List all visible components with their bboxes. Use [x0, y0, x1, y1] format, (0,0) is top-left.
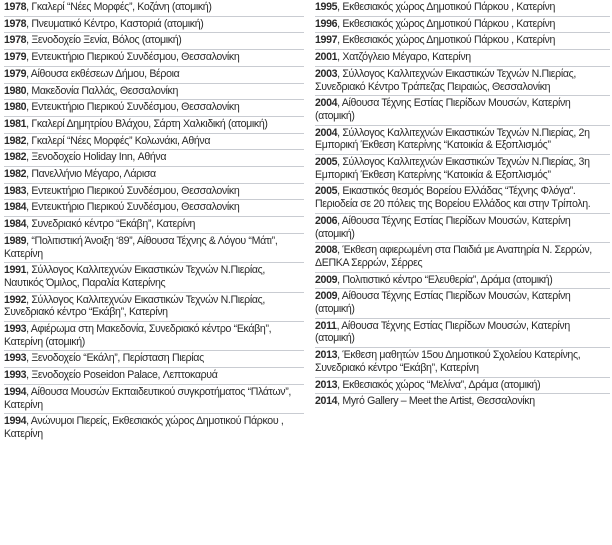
exhibition-year: 1978: [4, 17, 27, 30]
exhibition-entry: [315, 348, 610, 377]
exhibition-entry: [315, 394, 610, 410]
exhibition-venue: Αίθουσα Τέχνης Εστίας Πιερίδων Μουσών, Κατερίνη (ατομική): [315, 214, 571, 240]
separator: ,: [337, 17, 343, 30]
separator: ,: [26, 168, 32, 181]
exhibition-venue: Αίθουσα Τέχνης Εστίας Πιερίδων Μουσών, Κατερίνη (ατομική): [315, 319, 570, 345]
exhibition-year: 2004: [315, 126, 338, 139]
separator: ,: [337, 67, 343, 80]
exhibition-venue: Σύλλογος Καλλιτεχνών Εικαστικών Τεχνών Ν.Πιερίας, Συνεδριακό κέντρο “Εκάβη”, Κατερίνη: [4, 293, 265, 319]
exhibition-venue: Γκαλερί “Νέες Μορφές” Κολωνάκι, Αθήνα: [31, 134, 211, 147]
exhibition-year: 1995: [315, 1, 338, 13]
exhibition-entry: [4, 217, 304, 234]
exhibition-venue: Σύλλογος Καλλιτεχνών Εικαστικών Τεχνών Ν.Πιερίας, 2η Εμπορική Έκθεση Κατερίνης “Κατοικία & Εξοπλισμός”: [315, 126, 590, 152]
exhibition-entry: [4, 322, 304, 351]
exhibition-venue: Σύλλογος Καλλιτεχνών Εικαστικών Τεχνών Ν.Πιερίας, Ναυτικός Όμιλος, Παραλία Κατερίνης: [4, 264, 265, 289]
exhibition-entry: [4, 385, 304, 414]
exhibition-entry: [4, 234, 304, 263]
exhibitions-list-right: [315, 0, 610, 410]
exhibition-year: 1996: [315, 17, 338, 30]
separator: ,: [26, 218, 32, 231]
exhibition-year: 1984: [4, 218, 27, 231]
separator: ,: [26, 1, 32, 13]
separator: ,: [26, 51, 32, 64]
separator: ,: [26, 67, 31, 80]
exhibition-venue: Χατζόγλειο Μέγαρο, Κατερίνη: [342, 51, 471, 64]
exhibition-entry: [315, 17, 610, 34]
separator: ,: [337, 378, 343, 391]
exhibition-venue: Ανώνυμοι Πιερείς, Εκθεσιακός χώρος Δημοτικού Πάρκου , Κατερίνη: [4, 415, 284, 440]
exhibition-entry: [4, 414, 304, 442]
exhibition-venue: Μακεδονία Παλλάς, Θεσσαλονίκη: [31, 84, 179, 97]
exhibition-venue: Αίθουσα Μουσών Εκπαιδευτικού συγκροτήματος “Πλάτων”, Κατερίνη: [4, 385, 291, 411]
separator: ,: [26, 264, 32, 277]
separator: ,: [26, 415, 31, 428]
separator: ,: [26, 134, 32, 147]
exhibition-venue: Έκθεση μαθητών 15ου Δημοτικού Σχολείου Κατερίνης, Συνεδριακό κέντρο “Εκάβη”, Κατερίνη: [315, 349, 581, 374]
separator: ,: [26, 352, 32, 365]
separator: ,: [337, 395, 343, 408]
separator: ,: [26, 323, 31, 336]
exhibition-entry: [4, 134, 304, 151]
exhibition-entry: [4, 17, 304, 34]
exhibition-venue: Σύλλογος Καλλιτεχνών Εικαστικών Τεχνών Ν.Πιερίας, 3η Εμπορική Έκθεση Κατερίνης “Κατοικία & Εξοπλισμός”: [315, 156, 590, 181]
exhibition-entry: [4, 293, 304, 322]
separator: ,: [26, 369, 32, 382]
exhibition-year: 2011: [315, 319, 337, 332]
exhibition-year: 1979: [4, 51, 27, 64]
exhibition-year: 1981: [4, 117, 27, 130]
exhibition-entry: [4, 117, 304, 134]
exhibition-venue: Αίθουσα εκθέσεων Δήμου, Βέροια: [30, 67, 180, 80]
exhibition-entry: [315, 289, 610, 318]
exhibition-venue: Γκαλερί “Νέες Μορφές”, Κοζάνη (ατομική): [31, 1, 212, 13]
exhibition-year: 2005: [315, 185, 338, 198]
exhibition-venue: Ξενοδοχείο Ξενία, Βόλος (ατομική): [31, 34, 182, 47]
exhibition-entry: [315, 33, 610, 50]
exhibition-entry: [4, 167, 304, 184]
exhibition-entry: [315, 273, 610, 290]
exhibition-venue: Πνευματικό Κέντρο, Καστοριά (ατομική): [31, 17, 204, 30]
exhibition-year: 2009: [315, 290, 338, 303]
exhibition-year: 2013: [315, 349, 338, 362]
exhibition-year: 1984: [4, 201, 27, 214]
exhibition-entry: [315, 50, 610, 67]
exhibition-entry: [4, 100, 304, 117]
exhibition-venue: Ξενοδοχείο Poseidon Palace, Λεπτοκαρυά: [31, 369, 218, 382]
exhibition-venue: Εκθεσιακός χώρος “Μελίνα”, Δράμα (ατομική): [342, 378, 541, 391]
exhibition-venue: Εκθεσιακός χώρος Δημοτικού Πάρκου , Κατερίνη: [342, 1, 556, 13]
separator: ,: [337, 244, 343, 257]
exhibition-year: 1979: [4, 67, 27, 80]
exhibition-venue: Εντευκτήριο Πιερικού Συνδέσμου, Θεσσαλονίκη: [31, 51, 240, 64]
separator: ,: [26, 293, 32, 306]
exhibition-year: 2014: [315, 395, 338, 408]
exhibition-year: 1989: [4, 234, 27, 247]
exhibition-year: 1982: [4, 151, 27, 164]
separator: ,: [337, 51, 343, 64]
exhibition-entry: [4, 33, 304, 50]
exhibition-venue: Αίθουσα Τέχνης Εστίας Πιερίδων Μουσών, Κατερίνη (ατομική): [315, 290, 571, 316]
exhibition-venue: Myrό Gallery – Meet the Artist, Θεσσαλονίκη: [342, 395, 535, 408]
exhibition-year: 2013: [315, 378, 338, 391]
separator: ,: [26, 201, 32, 214]
separator: ,: [337, 156, 343, 169]
separator: ,: [26, 117, 32, 130]
exhibition-year: 1994: [4, 385, 27, 398]
exhibition-year: 2006: [315, 214, 338, 227]
exhibition-year: 1982: [4, 134, 27, 147]
separator: ,: [337, 97, 342, 110]
exhibition-year: 2009: [315, 273, 338, 286]
exhibition-entry: [4, 368, 304, 385]
exhibition-year: 1991: [4, 264, 27, 277]
exhibition-entry: [315, 319, 610, 348]
exhibition-entry: [315, 0, 610, 17]
separator: ,: [337, 126, 343, 139]
exhibition-venue: Πολιτιστικό κέντρο “Ελευθερία”, Δράμα (ατομική): [342, 273, 553, 286]
exhibition-year: 2008: [315, 244, 338, 257]
exhibition-entry: [4, 263, 304, 292]
exhibition-entry: [315, 67, 610, 96]
exhibition-year: 1993: [4, 323, 27, 336]
separator: ,: [337, 273, 343, 286]
separator: ,: [26, 34, 32, 47]
exhibition-venue: Εντευκτήριο Πιερικού Συνδέσμου, Θεσσαλονίκη: [31, 201, 240, 214]
separator: ,: [26, 234, 32, 247]
exhibition-venue: Εκθεσιακός χώρος Δημοτικού Πάρκου , Κατερίνη: [342, 17, 556, 30]
exhibition-venue: Αίθουσα Τέχνης Εστίας Πιερίδων Μουσών, Κατερίνη (ατομική): [315, 97, 571, 122]
exhibition-year: 2005: [315, 156, 338, 169]
exhibition-entry: [4, 50, 304, 67]
exhibition-venue: Ξενοδοχείο Holiday Inn, Αθήνα: [31, 151, 167, 164]
exhibition-year: 1980: [4, 101, 27, 114]
exhibition-venue: Εικαστικός θεσμός Βορείου Ελλάδας “Τέχνης Φλόγα”. Περιοδεία σε 20 πόλεις της Βορείου Ελλάδος και στην Τρίπολη.: [315, 185, 591, 211]
exhibition-entry: [4, 351, 304, 368]
exhibition-venue: Ξενοδοχείο “Εκάλη”, Περίσταση Πιερίας: [31, 352, 204, 365]
exhibition-entry: [4, 150, 304, 167]
exhibition-entry: [315, 214, 610, 243]
exhibition-entry: [4, 84, 304, 101]
exhibition-venue: “Πολιτιστική Άνοιξη ‘89”, Αίθουσα Τέχνης & Λόγου “Μάτι”, Κατερίνη: [4, 234, 278, 260]
separator: ,: [26, 101, 32, 114]
exhibition-entry: [4, 67, 304, 84]
exhibition-venue: Πανελλήνιο Μέγαρο, Λάρισα: [31, 168, 156, 181]
exhibition-venue: Συνεδριακό κέντρο “Εκάβη”, Κατερίνη: [31, 218, 196, 231]
exhibition-year: 1982: [4, 168, 27, 181]
exhibition-year: 1994: [4, 415, 27, 428]
separator: ,: [337, 214, 342, 227]
separator: ,: [337, 185, 343, 198]
separator: ,: [26, 184, 32, 197]
exhibition-entry: [315, 184, 610, 213]
separator: ,: [337, 1, 343, 13]
exhibition-entry: [4, 200, 304, 217]
exhibition-entry: [315, 96, 610, 125]
separator: ,: [26, 385, 31, 398]
separator: ,: [26, 151, 32, 164]
separator: ,: [26, 17, 32, 30]
exhibition-venue: Γκαλερί Δημητρίου Βλάχου, Σάρτη Χαλκιδική (ατομική): [31, 117, 268, 130]
separator: ,: [337, 349, 343, 362]
exhibition-venue: Αφιέρωμα στη Μακεδονία, Συνεδριακό κέντρο “Εκάβη”, Κατερίνη (ατομική): [4, 323, 272, 348]
exhibition-entry: [4, 0, 304, 17]
exhibition-venue: Σύλλογος Καλλιτεχνών Εικαστικών Τεχνών Ν.Πιερίας, Συνεδριακό Κέντρο Τράπεζας Πειραιώς, Θεσσαλονίκη: [315, 67, 576, 93]
exhibition-entry: [315, 155, 610, 184]
exhibition-year: 1983: [4, 184, 27, 197]
separator: ,: [337, 290, 342, 303]
exhibition-year: 2001: [315, 51, 338, 64]
exhibition-venue: Εκθεσιακός χώρος Δημοτικού Πάρκου , Κατερίνη: [342, 34, 556, 47]
exhibition-year: 1978: [4, 34, 27, 47]
exhibition-year: 1978: [4, 1, 27, 13]
exhibition-year: 1993: [4, 369, 27, 382]
exhibition-entry: [4, 184, 304, 201]
exhibition-year: 1980: [4, 84, 27, 97]
exhibition-entry: [315, 126, 610, 155]
exhibition-entry: [315, 378, 610, 395]
exhibition-entry: [315, 243, 610, 272]
exhibition-year: 2003: [315, 67, 338, 80]
exhibition-venue: Έκθεση αφιερωμένη στα Παιδιά με Αναπηρία Ν. Σερρών, ΔΕΠΚΑ Σερρών, Σέρρες: [315, 244, 592, 269]
separator: ,: [336, 319, 342, 332]
exhibition-year: 1992: [4, 293, 27, 306]
exhibition-year: 1997: [315, 34, 338, 47]
separator: ,: [26, 84, 32, 97]
exhibition-venue: Εντευκτήριο Πιερικού Συνδέσμου, Θεσσαλονίκη: [31, 101, 240, 114]
exhibitions-list-left: [4, 0, 304, 443]
exhibition-year: 1993: [4, 352, 27, 365]
exhibition-year: 2004: [315, 97, 338, 110]
separator: ,: [337, 34, 343, 47]
exhibition-venue: Εντευκτήριο Πιερικού Συνδέσμου, Θεσσαλονίκη: [31, 184, 240, 197]
